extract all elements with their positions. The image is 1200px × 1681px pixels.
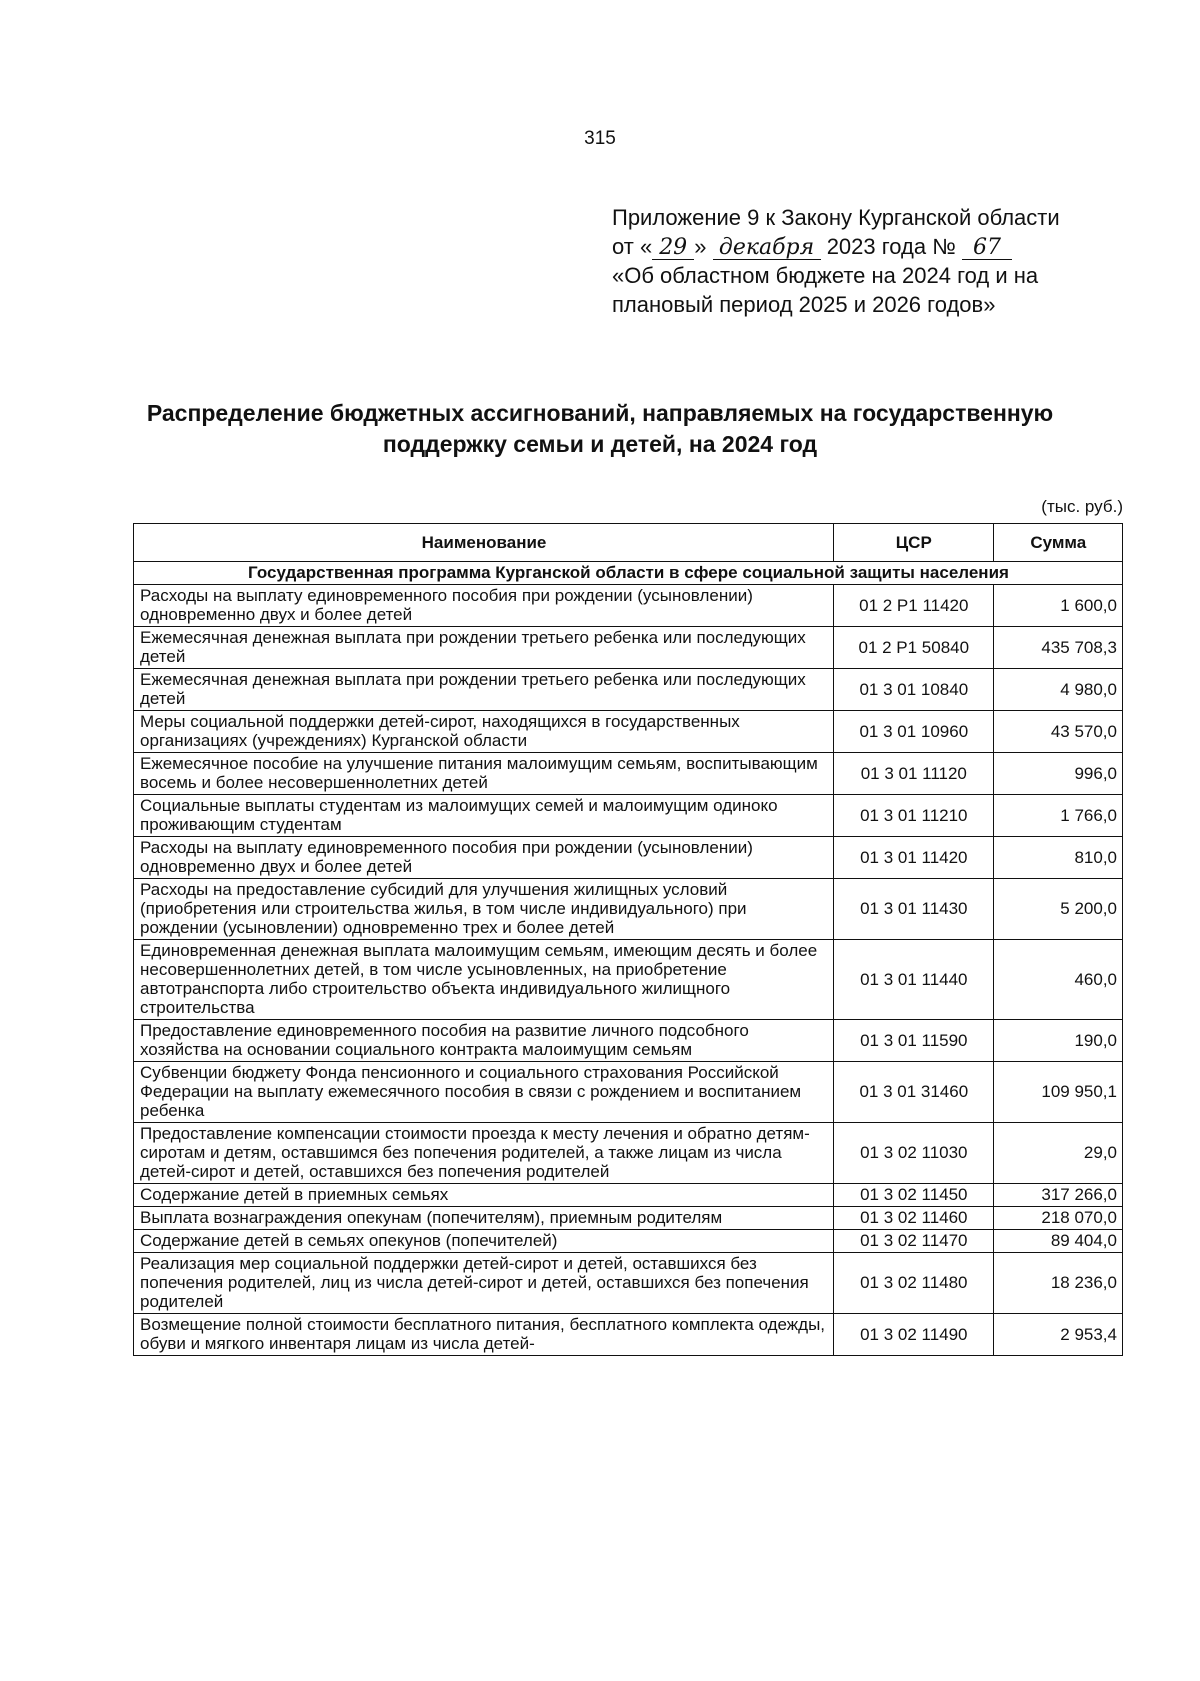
appendix-header bbox=[612, 203, 1112, 319]
row-name-cell: Предоставление компенсации стоимости проезда к месту лечения и обратно детям-сиротам и детям, оставшимся без попечения родителей, а также лицам из числа детей-сирот и детей, оставшихся без попечения родителей bbox=[134, 1123, 834, 1184]
row-sum-cell: 18 236,0 bbox=[993, 1253, 1122, 1314]
appendix-line-3: «Об областном бюджете на 2024 год и на bbox=[612, 263, 1039, 288]
row-sum-cell: 89 404,0 bbox=[993, 1230, 1122, 1253]
table-header-row bbox=[134, 524, 1123, 562]
row-sum-cell: 1 600,0 bbox=[993, 585, 1122, 627]
row-sum-cell: 1 766,0 bbox=[993, 795, 1122, 837]
table-row bbox=[134, 879, 1123, 940]
handwritten-month: декабря bbox=[713, 237, 821, 260]
row-csr-cell: 01 3 02 11490 bbox=[834, 1314, 994, 1356]
year-text: 2023 года № bbox=[826, 234, 956, 259]
row-csr-cell: 01 3 01 11120 bbox=[834, 753, 994, 795]
row-csr-cell: 01 3 01 11210 bbox=[834, 795, 994, 837]
table-row bbox=[134, 1062, 1123, 1123]
table-row bbox=[134, 585, 1123, 627]
table-row bbox=[134, 1207, 1123, 1230]
row-name-cell: Реализация мер социальной поддержки детей-сирот и детей, оставшихся без попечения родителей, лиц из числа детей-сирот и детей, оставшихся без попечения родителей bbox=[134, 1253, 834, 1314]
row-csr-cell: 01 2 P1 11420 bbox=[834, 585, 994, 627]
header-csr: ЦСР bbox=[834, 524, 994, 562]
table-row bbox=[134, 669, 1123, 711]
row-name-cell: Расходы на выплату единовременного пособия при рождении (усыновлении) одновременно двух и более детей bbox=[134, 837, 834, 879]
row-csr-cell: 01 3 02 11480 bbox=[834, 1253, 994, 1314]
row-csr-cell: 01 3 02 11030 bbox=[834, 1123, 994, 1184]
row-name-cell: Ежемесячное пособие на улучшение питания малоимущим семьям, воспитывающим восемь и более несовершеннолетних детей bbox=[134, 753, 834, 795]
section-row bbox=[134, 562, 1123, 585]
table-row bbox=[134, 753, 1123, 795]
page-number: 315 bbox=[584, 128, 616, 149]
row-name-cell: Содержание детей в семьях опекунов (попечителей) bbox=[134, 1230, 834, 1253]
row-sum-cell: 2 953,4 bbox=[993, 1314, 1122, 1356]
row-csr-cell: 01 3 01 10960 bbox=[834, 711, 994, 753]
appendix-line-1: Приложение 9 к Закону Курганской области bbox=[612, 205, 1060, 230]
table-row bbox=[134, 1123, 1123, 1184]
row-sum-cell: 5 200,0 bbox=[993, 879, 1122, 940]
table-row bbox=[134, 627, 1123, 669]
row-csr-cell: 01 3 01 11590 bbox=[834, 1020, 994, 1062]
row-sum-cell: 4 980,0 bbox=[993, 669, 1122, 711]
table-row bbox=[134, 1020, 1123, 1062]
date-prefix: от « bbox=[612, 234, 653, 259]
row-sum-cell: 109 950,1 bbox=[993, 1062, 1122, 1123]
handwritten-day: 29 bbox=[652, 237, 694, 260]
row-name-cell: Содержание детей в приемных семьях bbox=[134, 1184, 834, 1207]
units-label: (тыс. руб.) bbox=[1041, 497, 1123, 516]
section-title: Государственная программа Курганской области в сфере социальной защиты населения bbox=[134, 562, 1123, 585]
document-title bbox=[80, 398, 1120, 460]
table-row bbox=[134, 1314, 1123, 1356]
date-quote-close: » bbox=[694, 234, 707, 259]
table-row bbox=[134, 1230, 1123, 1253]
row-name-cell: Выплата вознаграждения опекунам (попечителям), приемным родителям bbox=[134, 1207, 834, 1230]
row-name-cell: Социальные выплаты студентам из малоимущих семей и малоимущим одиноко проживающим студентам bbox=[134, 795, 834, 837]
row-sum-cell: 435 708,3 bbox=[993, 627, 1122, 669]
row-csr-cell: 01 3 01 31460 bbox=[834, 1062, 994, 1123]
row-name-cell: Ежемесячная денежная выплата при рождении третьего ребенка или последующих детей bbox=[134, 669, 834, 711]
row-name-cell: Возмещение полной стоимости бесплатного питания, бесплатного комплекта одежды, обуви и мягкого инвентаря лицам из числа детей- bbox=[134, 1314, 834, 1356]
row-sum-cell: 810,0 bbox=[993, 837, 1122, 879]
table-row bbox=[134, 1253, 1123, 1314]
table-row bbox=[134, 940, 1123, 1020]
title-line-2: поддержку семьи и детей, на 2024 год bbox=[382, 431, 818, 457]
row-sum-cell: 29,0 bbox=[993, 1123, 1122, 1184]
table-row bbox=[134, 837, 1123, 879]
row-csr-cell: 01 3 01 11440 bbox=[834, 940, 994, 1020]
header-name: Наименование bbox=[134, 524, 834, 562]
header-sum: Сумма bbox=[993, 524, 1122, 562]
table-row bbox=[134, 795, 1123, 837]
handwritten-law-number: 67 bbox=[962, 237, 1012, 260]
appendix-date-line bbox=[612, 232, 1112, 261]
row-name-cell: Ежемесячная денежная выплата при рождении третьего ребенка или последующих детей bbox=[134, 627, 834, 669]
row-name-cell: Предоставление единовременного пособия на развитие личного подсобного хозяйства на основании социального контракта малоимущим семьям bbox=[134, 1020, 834, 1062]
appendix-line-4: плановый период 2025 и 2026 годов» bbox=[612, 292, 996, 317]
row-csr-cell: 01 3 01 11420 bbox=[834, 837, 994, 879]
row-csr-cell: 01 3 01 10840 bbox=[834, 669, 994, 711]
row-name-cell: Единовременная денежная выплата малоимущим семьям, имеющим десять и более несовершеннолетних детей, в том числе усыновленных, на приобретение автотранспорта либо строительство объекта индивидуального жилищного строительства bbox=[134, 940, 834, 1020]
table-row bbox=[134, 1184, 1123, 1207]
row-sum-cell: 460,0 bbox=[993, 940, 1122, 1020]
row-sum-cell: 218 070,0 bbox=[993, 1207, 1122, 1230]
budget-table bbox=[133, 523, 1123, 1356]
row-name-cell: Субвенции бюджету Фонда пенсионного и социального страхования Российской Федерации на выплату ежемесячного пособия в связи с рождением и воспитанием ребенка bbox=[134, 1062, 834, 1123]
row-csr-cell: 01 2 P1 50840 bbox=[834, 627, 994, 669]
row-name-cell: Меры социальной поддержки детей-сирот, находящихся в государственных организациях (учреждениях) Курганской области bbox=[134, 711, 834, 753]
row-name-cell: Расходы на предоставление субсидий для улучшения жилищных условий (приобретения или строительства жилья, в том числе индивидуального) при рождении (усыновлении) одновременно трех и более детей bbox=[134, 879, 834, 940]
row-sum-cell: 317 266,0 bbox=[993, 1184, 1122, 1207]
row-name-cell: Расходы на выплату единовременного пособия при рождении (усыновлении) одновременно двух и более детей bbox=[134, 585, 834, 627]
title-line-1: Распределение бюджетных ассигнований, направляемых на государственную bbox=[146, 400, 1054, 426]
row-sum-cell: 43 570,0 bbox=[993, 711, 1122, 753]
row-csr-cell: 01 3 02 11470 bbox=[834, 1230, 994, 1253]
row-sum-cell: 190,0 bbox=[993, 1020, 1122, 1062]
row-csr-cell: 01 3 02 11450 bbox=[834, 1184, 994, 1207]
row-csr-cell: 01 3 01 11430 bbox=[834, 879, 994, 940]
row-csr-cell: 01 3 02 11460 bbox=[834, 1207, 994, 1230]
row-sum-cell: 996,0 bbox=[993, 753, 1122, 795]
table-row bbox=[134, 711, 1123, 753]
